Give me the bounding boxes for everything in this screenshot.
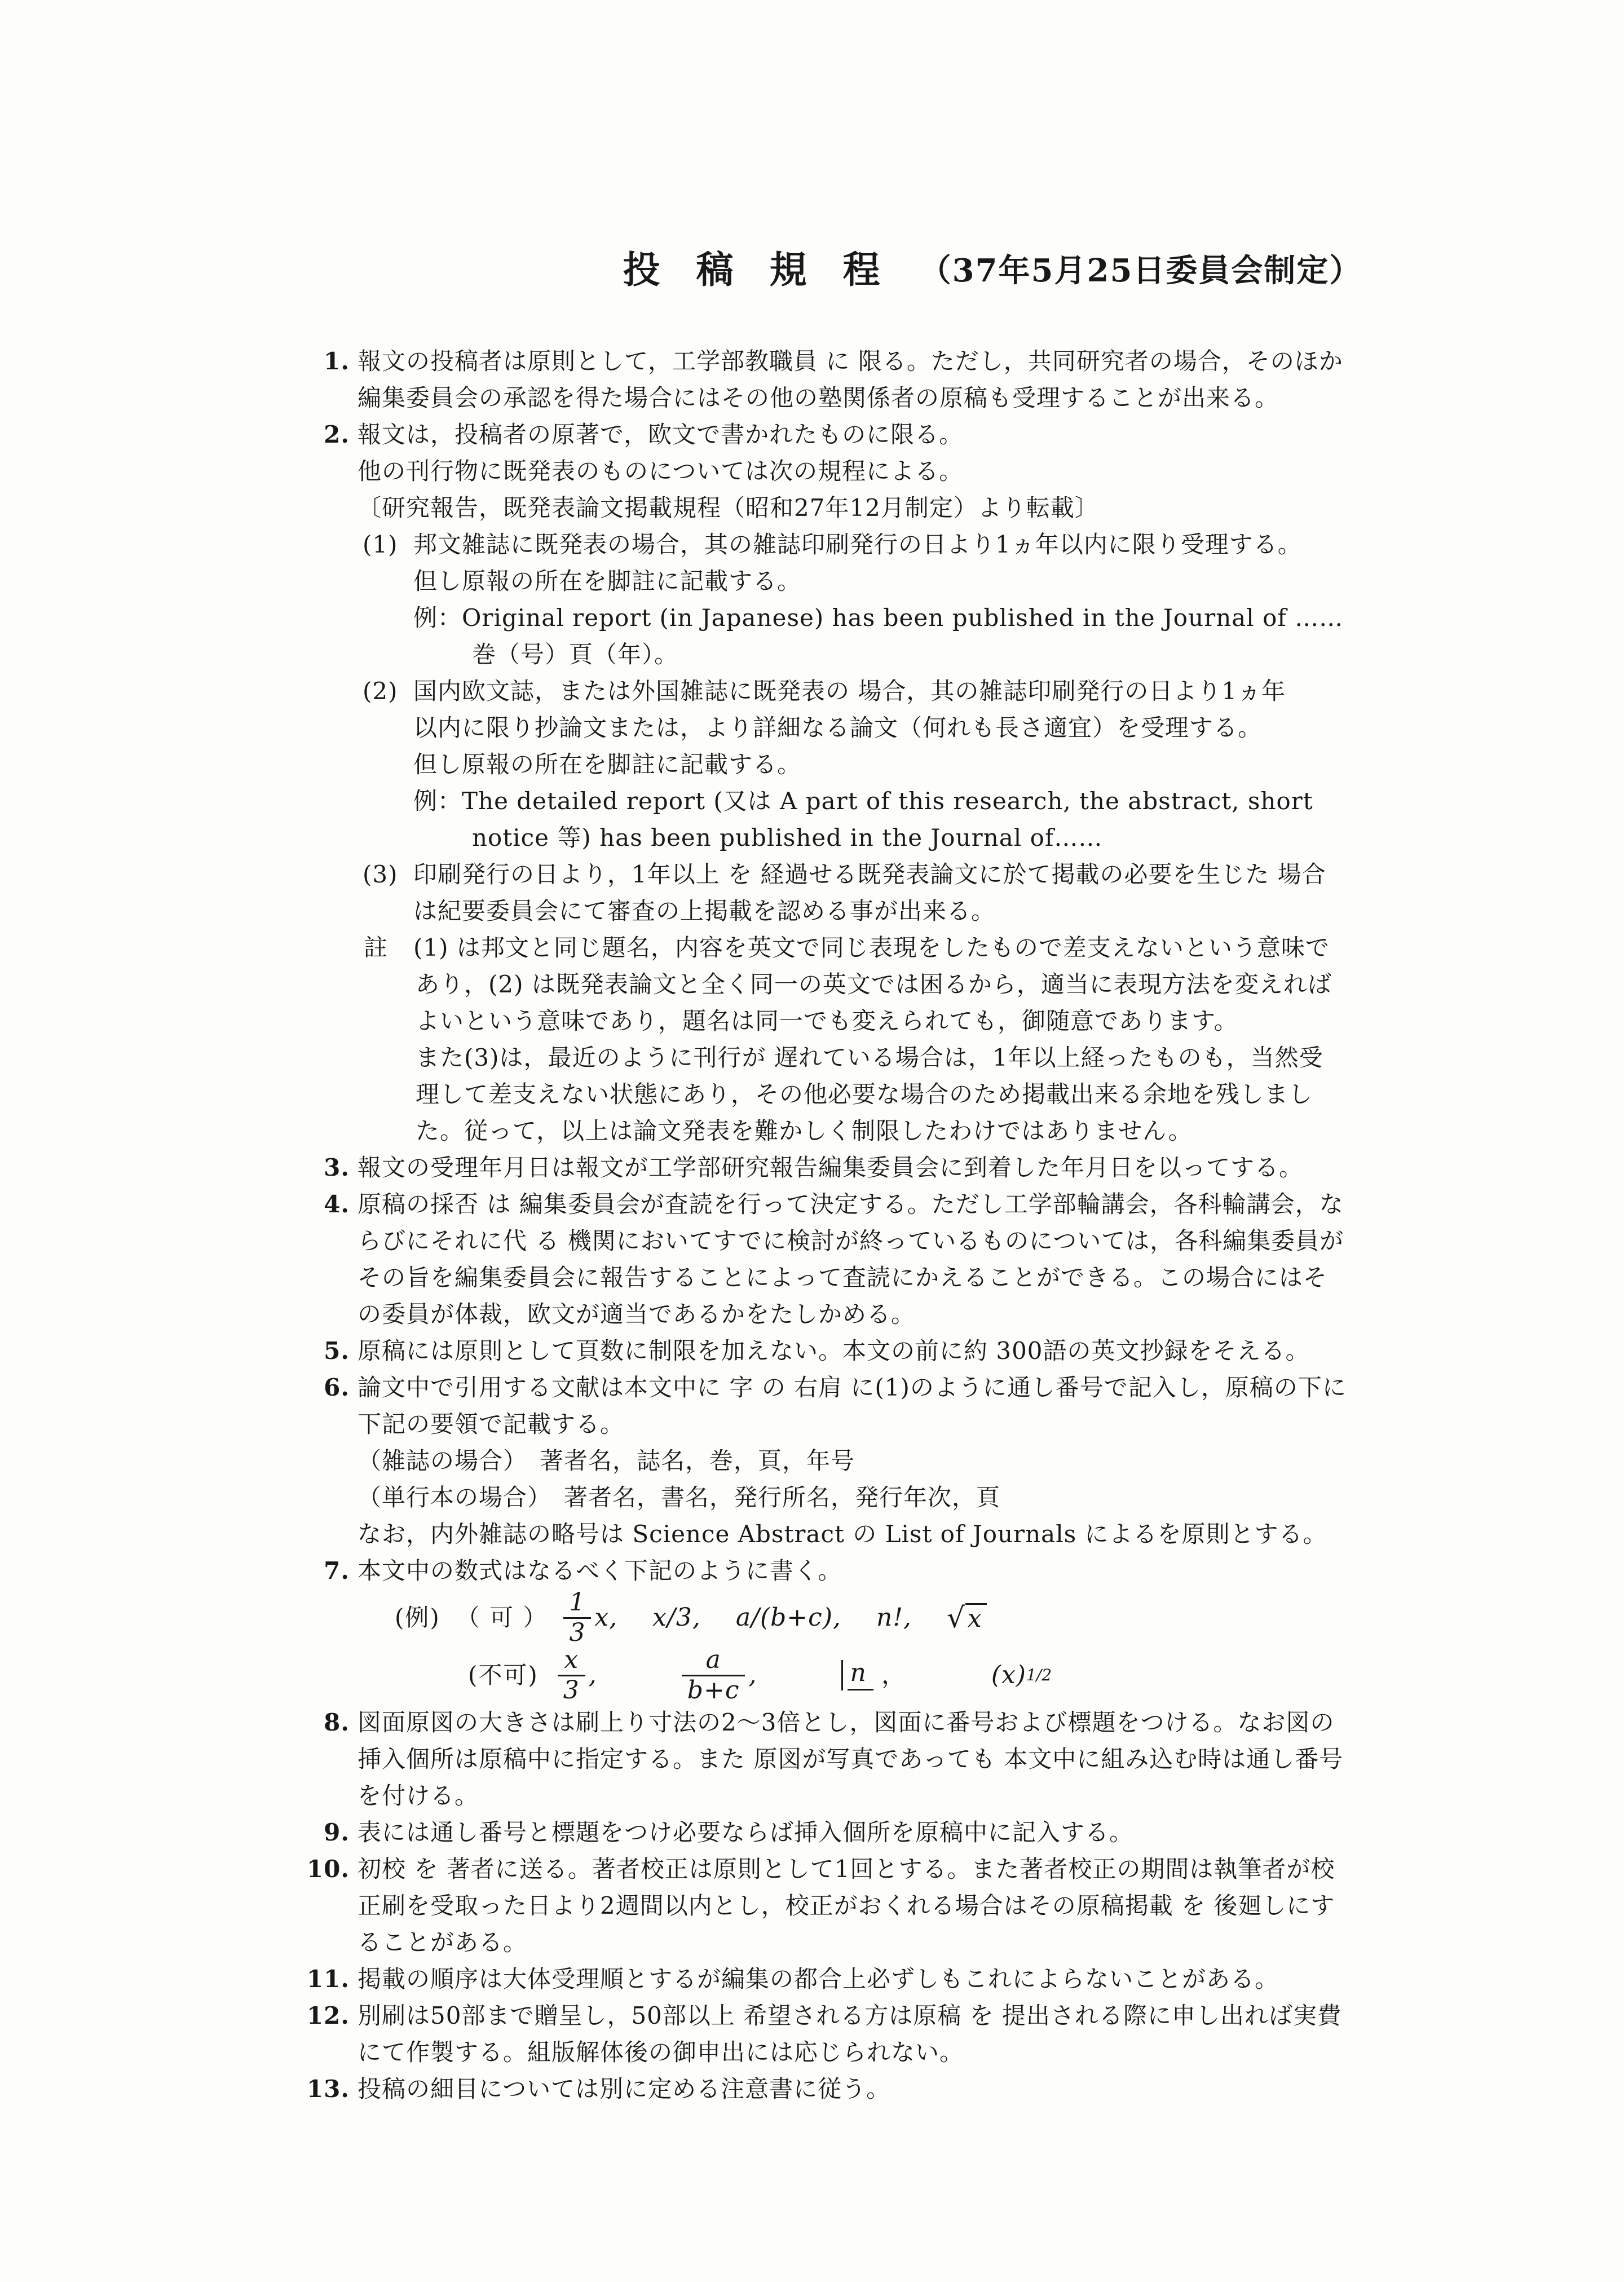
factorial-bracket bbox=[841, 1660, 873, 1690]
item-number: 11. bbox=[306, 1965, 350, 1993]
text-line bbox=[0, 1076, 1624, 1113]
line-text: また(3)は，最近のように刊行が 遅れている場合は，1年以上経ったものも，当然受 bbox=[416, 1044, 1323, 1071]
sqrt-radicand: x bbox=[965, 1603, 987, 1632]
item-number: 10. bbox=[306, 1855, 350, 1883]
formula-allowed-label: （ 可 ） bbox=[456, 1603, 548, 1631]
document-lines bbox=[0, 343, 1624, 2107]
line-text: 表には通し番号と標題をつけ必要ならば挿入個所を原稿中に記入する。 bbox=[358, 1818, 1134, 1846]
formula-term bbox=[876, 1605, 912, 1631]
text-line bbox=[0, 709, 1624, 746]
line-text: （雑誌の場合） 著者名，誌名，巻，頁，年号 bbox=[358, 1447, 855, 1475]
text-line bbox=[0, 1552, 1624, 1589]
text-line bbox=[0, 636, 1624, 673]
power-expression bbox=[991, 1662, 1052, 1688]
line-text: 原稿の採否 は 編集委員会が査読を行って決定する。ただし工学部輪講会，各科輪講会，な bbox=[358, 1190, 1344, 1218]
fraction-denominator: b+c bbox=[687, 1675, 740, 1705]
item-number: 3. bbox=[324, 1154, 350, 1181]
line-text: 投稿の細目については別に定める注意書に従う。 bbox=[358, 2075, 891, 2103]
fraction-stack bbox=[682, 1647, 745, 1703]
text-line bbox=[0, 1479, 1624, 1516]
text-line bbox=[0, 1259, 1624, 1296]
formula-fraction bbox=[558, 1647, 597, 1703]
line-text: 但し原報の所在を脚註に記載する。 bbox=[413, 751, 802, 778]
line-text: 初校 を 著者に送る。著者校正は原則として1回とする。また著者校正の期間は執筆者が校 bbox=[358, 1855, 1335, 1883]
item-number: 13. bbox=[306, 2075, 350, 2103]
factorial-notation bbox=[841, 1660, 906, 1690]
formula-term-text: n!, bbox=[876, 1603, 912, 1632]
fraction-suffix: , bbox=[748, 1660, 757, 1689]
text-line bbox=[0, 1589, 1624, 1647]
line-text: の委員が体裁，欧文が適当であるかをたしかめる。 bbox=[358, 1300, 916, 1328]
radical-sign-icon: √ bbox=[947, 1601, 965, 1634]
line-text: 掲載の順序は大体受理順とするが編集の都合上必ずしもこれによらないことがある。 bbox=[358, 1965, 1279, 1993]
line-text: を付ける。 bbox=[358, 1782, 479, 1809]
formula-term bbox=[736, 1605, 841, 1631]
line-text: 例：Original report (in Japanese) has been published in the Journal of …… bbox=[413, 604, 1344, 632]
line-text: あり，(2) は既発表論文と全く同一の英文では困るから，適当に表現方法を変えれば bbox=[416, 970, 1332, 998]
line-text: 報文の受理年月日は報文が工学部研究報告編集委員会に到着した年月日を以ってする。 bbox=[358, 1154, 1304, 1181]
fraction-suffix: , bbox=[588, 1660, 597, 1689]
text-line bbox=[0, 416, 1624, 453]
text-line bbox=[0, 1704, 1624, 1741]
text-line bbox=[0, 1039, 1624, 1076]
text-line bbox=[0, 1961, 1624, 1997]
line-text: （単行本の場合） 著者名，書名，発行所名，発行年次，頁 bbox=[358, 1484, 1001, 1511]
line-text: 〔研究報告，既発表論文掲載規程（昭和27年12月制定）より転載〕 bbox=[358, 494, 1099, 522]
fraction-numerator: x bbox=[558, 1647, 585, 1676]
fraction-stack bbox=[563, 1590, 591, 1645]
line-text: 以内に限り抄論文または，より詳細なる論文（何れも長さ適宜）を受理する。 bbox=[413, 714, 1263, 741]
fraction-numerator: 1 bbox=[563, 1590, 591, 1618]
line-text: 図面原図の大きさは刷上り寸法の2～3倍とし，図面に番号および標題をつける。なお図の bbox=[358, 1709, 1335, 1736]
line-text: 本文中の数式はなるべく下記のように書く。 bbox=[358, 1557, 842, 1584]
text-line bbox=[0, 673, 1624, 709]
line-text: 編集委員会の承認を得た場合にはその他の塾関係者の原稿も受理することが出来る。 bbox=[358, 384, 1279, 412]
note-label: 註 bbox=[364, 934, 389, 961]
text-line bbox=[0, 563, 1624, 599]
text-line bbox=[0, 1647, 1624, 1704]
page-title-date: （37年5月25日委員会制定） bbox=[919, 252, 1362, 289]
item-number: 9. bbox=[324, 1818, 350, 1846]
fraction-numerator: a bbox=[682, 1647, 745, 1676]
line-text: 報文は，投稿者の原著で，欧文で書かれたものに限る。 bbox=[358, 421, 964, 448]
text-line bbox=[0, 1149, 1624, 1186]
line-text: 例：The detailed report (又は A part of this research, the abstract, short bbox=[413, 787, 1313, 815]
power-base: (x) bbox=[991, 1660, 1026, 1689]
sub-item-marker: (1) bbox=[363, 531, 398, 558]
text-line bbox=[0, 966, 1624, 1003]
line-text: は紀要委員会にて審査の上掲載を認める事が出来る。 bbox=[413, 897, 996, 925]
item-number: 1. bbox=[324, 347, 350, 375]
text-line bbox=[0, 893, 1624, 929]
title-row bbox=[0, 0, 1624, 293]
line-text: その旨を編集委員会に報告することによって査読にかえることができる。この場合にはそ bbox=[358, 1264, 1328, 1291]
line-text: よいという意味であり，題名は同一でも変えられても，御随意であります。 bbox=[416, 1007, 1238, 1035]
sub-item-marker: (3) bbox=[363, 860, 398, 888]
formula-fraction bbox=[682, 1647, 757, 1703]
text-line bbox=[0, 2034, 1624, 2071]
item-number: 6. bbox=[324, 1374, 350, 1401]
formula-term-text: a/(b+c), bbox=[735, 1603, 841, 1632]
line-text: ることがある。 bbox=[358, 1928, 528, 1956]
line-text: 原稿には原則として頁数に制限を加えない。本文の前に約 300語の英文抄録をそえる。 bbox=[358, 1337, 1310, 1365]
line-text: 理して差支えない状態にあり，その他必要な場合のため掲載出来る余地を残しまし bbox=[416, 1080, 1313, 1108]
text-line bbox=[0, 1997, 1624, 2034]
fraction-denominator: 3 bbox=[563, 1675, 580, 1705]
sub-item-marker: (2) bbox=[363, 677, 398, 705]
text-line bbox=[0, 929, 1624, 966]
line-text: なお，内外雑誌の略号は Science Abstract の List of Journals によるを原則とする。 bbox=[358, 1520, 1327, 1548]
line-text: らびにそれに代 る 機関においてすでに検討が終っているものについては，各科編集委員が bbox=[358, 1227, 1344, 1255]
text-line bbox=[0, 1516, 1624, 1552]
line-text: 巻（号）頁（年）。 bbox=[472, 641, 679, 668]
text-line bbox=[0, 526, 1624, 563]
sqrt-expression bbox=[947, 1603, 987, 1633]
text-line bbox=[0, 379, 1624, 416]
power-exponent: 1/2 bbox=[1026, 1666, 1052, 1685]
fraction-denominator: 3 bbox=[569, 1618, 586, 1647]
formula-term bbox=[652, 1605, 701, 1631]
text-line bbox=[0, 489, 1624, 526]
line-text: 別刷は50部まで贈呈し，50部以上 希望される方は原稿 を 提出される際に申し出れば実費 bbox=[358, 2002, 1341, 2029]
text-line bbox=[0, 1442, 1624, 1479]
formula-fraction bbox=[563, 1590, 617, 1645]
line-text: にて作製する。組版解体後の御申出には応じられない。 bbox=[358, 2038, 964, 2066]
line-text: 印刷発行の日より，1年以上 を 経過せる既発表論文に於て掲載の必要を生じた 場合 bbox=[413, 860, 1326, 888]
text-line bbox=[0, 746, 1624, 783]
factorial-suffix: ， bbox=[881, 1660, 907, 1689]
text-line bbox=[0, 343, 1624, 379]
item-number: 8. bbox=[324, 1709, 350, 1736]
item-number: 4. bbox=[324, 1190, 350, 1218]
item-number: 2. bbox=[324, 421, 350, 448]
text-line bbox=[0, 1296, 1624, 1332]
line-text: (1) は邦文と同じ題名，内容を英文で同じ表現をしたもので差支えないという意味で bbox=[413, 934, 1330, 961]
line-text: 他の刊行物に既発表のものについては次の規程による。 bbox=[358, 457, 964, 485]
text-line bbox=[0, 453, 1624, 489]
text-line bbox=[0, 1186, 1624, 1222]
formula-not-allowed-label: (不可) bbox=[468, 1661, 539, 1689]
line-text: 挿入個所は原稿中に指定する。また 原図が写真であっても 本文中に組み込む時は通し番号 bbox=[358, 1745, 1344, 1773]
text-line bbox=[0, 1369, 1624, 1406]
text-line bbox=[0, 1003, 1624, 1039]
formula-term-text: x/3, bbox=[652, 1603, 701, 1632]
line-text: 報文の投稿者は原則として，工学部教職員 に 限る。ただし，共同研究者の場合，そのほか bbox=[358, 347, 1343, 375]
text-line bbox=[0, 1113, 1624, 1149]
line-text: notice 等) has been published in the Journal of…… bbox=[472, 824, 1103, 851]
text-line bbox=[0, 1222, 1624, 1259]
line-text: 正刷を受取った日より2週間以内とし，校正がおくれる場合はその原稿掲載 を 後廻しにす bbox=[358, 1892, 1335, 1919]
text-line bbox=[0, 1332, 1624, 1369]
item-number: 5. bbox=[324, 1337, 350, 1365]
line-text: 但し原報の所在を脚註に記載する。 bbox=[413, 567, 802, 595]
line-text: 邦文雑誌に既発表の場合，其の雑誌印刷発行の日より1ヵ年以内に限り受理する。 bbox=[413, 531, 1302, 558]
page-title: 投稿規程 bbox=[623, 248, 916, 292]
text-line bbox=[0, 856, 1624, 893]
item-number: 7. bbox=[324, 1557, 350, 1584]
line-text: 国内欧文誌，または外国雑誌に既発表の 場合，其の雑誌印刷発行の日より1ヵ年 bbox=[413, 677, 1286, 705]
line-text: た。従って，以上は論文発表を難かしく制限したわけではありません。 bbox=[416, 1117, 1193, 1145]
text-line bbox=[0, 819, 1624, 856]
text-line bbox=[0, 1924, 1624, 1961]
text-line bbox=[0, 1741, 1624, 1777]
formula-example-label: (例) bbox=[395, 1603, 440, 1631]
line-text: 論文中で引用する文献は本文中に 字 の 右肩 に(1)のように通し番号で記入し，原稿の下に bbox=[358, 1374, 1347, 1401]
text-line bbox=[0, 599, 1624, 636]
text-line bbox=[0, 2071, 1624, 2107]
text-line bbox=[0, 1777, 1624, 1814]
text-line bbox=[0, 1851, 1624, 1887]
fraction-suffix: x, bbox=[594, 1603, 618, 1632]
factorial-operand: n bbox=[848, 1660, 873, 1690]
item-number: 12. bbox=[306, 2002, 350, 2029]
text-line bbox=[0, 1814, 1624, 1851]
fraction-stack bbox=[558, 1647, 585, 1703]
text-line bbox=[0, 1406, 1624, 1442]
text-line bbox=[0, 1887, 1624, 1924]
text-line bbox=[0, 783, 1624, 819]
line-text: 下記の要領で記載する。 bbox=[358, 1410, 625, 1438]
